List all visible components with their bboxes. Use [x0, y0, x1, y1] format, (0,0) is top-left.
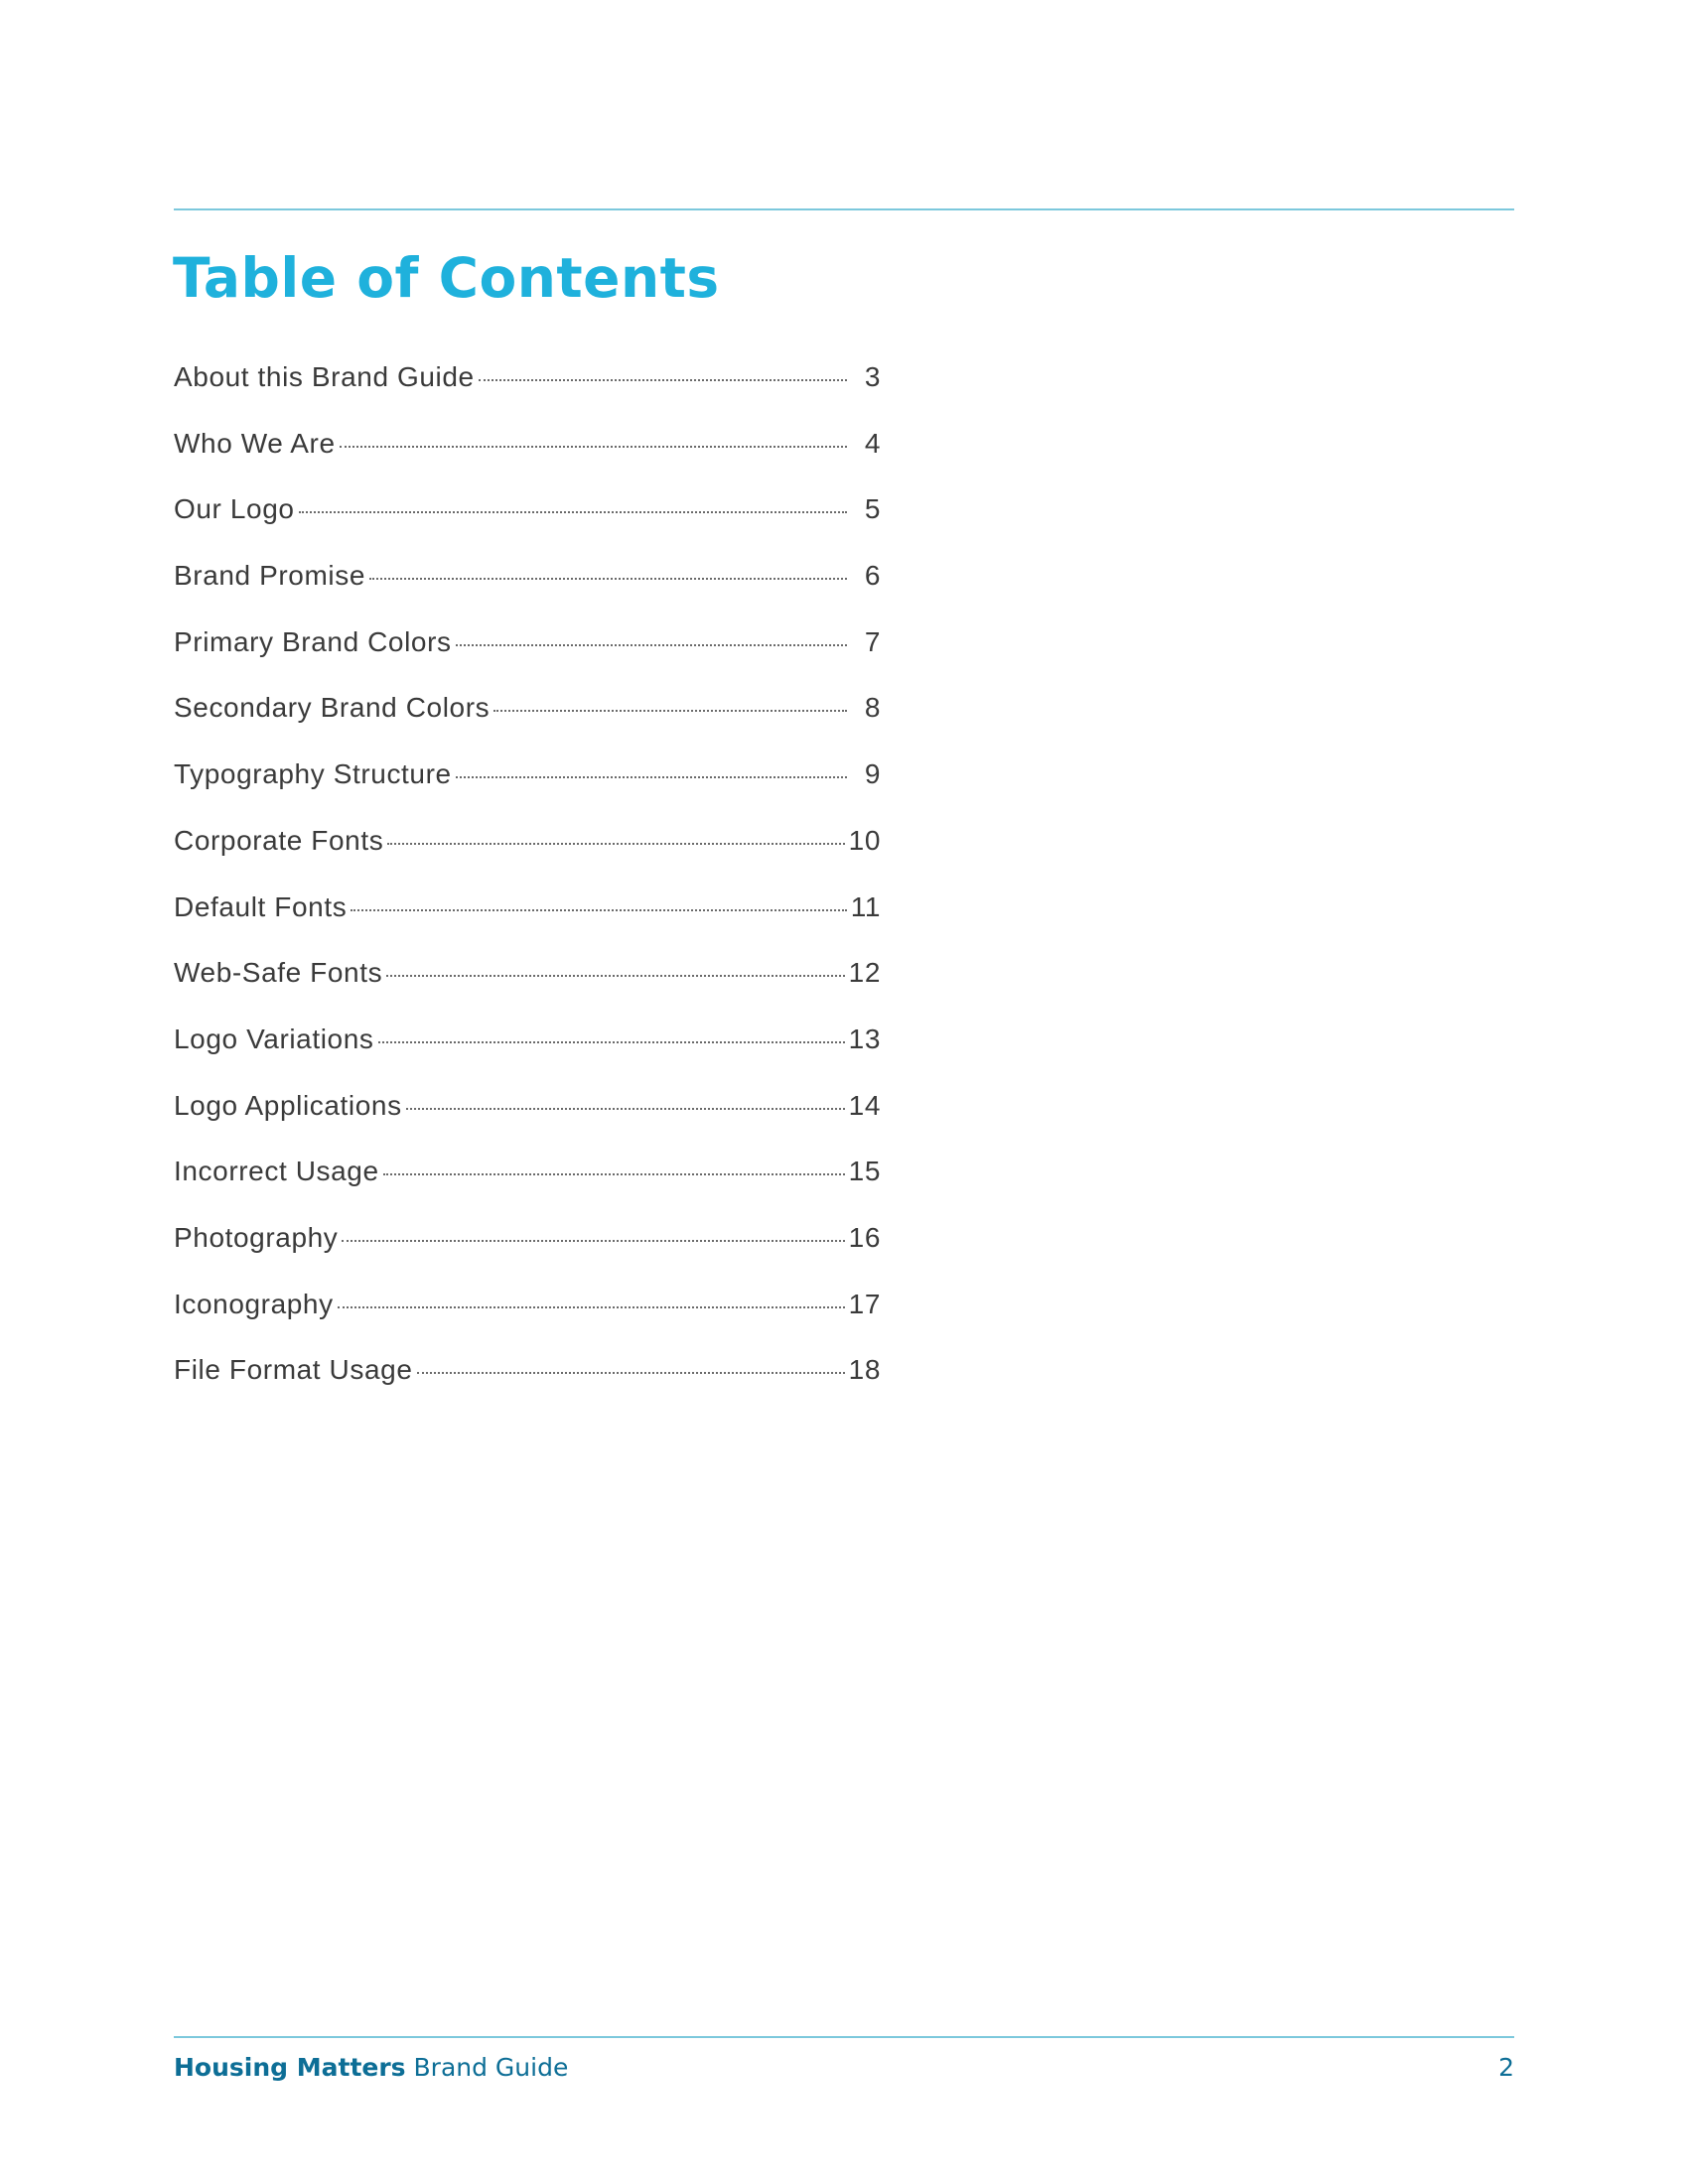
toc-entry-label: Iconography [174, 1288, 334, 1319]
toc-entry[interactable] [174, 1289, 881, 1355]
footer-page-number: 2 [1498, 2053, 1514, 2082]
toc-entry-label: Photography [174, 1221, 339, 1253]
footer-document-title [174, 2053, 568, 2082]
toc-entry-label: Corporate Fonts [174, 824, 384, 856]
toc-entry-page: 16 [848, 1221, 881, 1253]
toc-entry-label: About this Brand Guide [174, 361, 475, 392]
footer-rule [174, 2036, 1514, 2038]
toc-entry-label: Web-Safe Fonts [174, 957, 383, 989]
toc-entry[interactable] [174, 692, 881, 758]
toc-dot-leader [456, 776, 847, 778]
toc-entry-page: 14 [848, 1089, 881, 1121]
toc-dot-leader [383, 1173, 845, 1175]
toc-entry[interactable] [174, 1090, 881, 1157]
toc-dot-leader [338, 1306, 845, 1308]
toc-dot-leader [351, 909, 846, 911]
toc-entry-page: 4 [864, 427, 881, 459]
toc-entry-label: File Format Usage [174, 1354, 413, 1386]
toc-entry[interactable] [174, 493, 881, 560]
toc-entry-label: Primary Brand Colors [174, 625, 452, 657]
toc-entry-page: 15 [848, 1156, 881, 1187]
toc-entry[interactable] [174, 957, 881, 1024]
toc-entry[interactable] [174, 825, 881, 891]
page-title: Table of Contents [173, 246, 720, 310]
toc-dot-leader [299, 511, 847, 513]
table-of-contents [174, 361, 881, 1421]
toc-entry-page: 11 [850, 890, 881, 922]
toc-entry-page: 7 [864, 625, 881, 657]
toc-entry[interactable] [174, 1222, 881, 1289]
toc-entry-page: 9 [864, 758, 881, 790]
toc-dot-leader [369, 578, 847, 580]
toc-entry[interactable] [174, 560, 881, 626]
toc-entry[interactable] [174, 1024, 881, 1090]
footer-doc-name: Brand Guide [413, 2053, 569, 2082]
toc-entry-page: 6 [864, 560, 881, 592]
header-rule [174, 208, 1514, 210]
toc-entry-page: 12 [848, 957, 881, 989]
toc-entry[interactable] [174, 361, 881, 428]
toc-dot-leader [386, 975, 844, 977]
toc-entry-label: Brand Promise [174, 560, 365, 592]
toc-entry[interactable] [174, 626, 881, 693]
toc-entry-label: Incorrect Usage [174, 1156, 379, 1187]
toc-dot-leader [342, 1240, 844, 1242]
toc-dot-leader [493, 710, 847, 712]
toc-dot-leader [406, 1108, 845, 1110]
toc-entry-page: 17 [848, 1288, 881, 1319]
toc-entry-label: Logo Variations [174, 1023, 374, 1054]
toc-entry[interactable] [174, 428, 881, 494]
footer-brand-name: Housing Matters [174, 2053, 406, 2082]
toc-entry-page: 10 [848, 824, 881, 856]
toc-dot-leader [340, 446, 847, 448]
toc-entry-label: Our Logo [174, 493, 295, 525]
toc-entry-label: Who We Are [174, 427, 336, 459]
toc-entry-label: Default Fonts [174, 890, 348, 922]
toc-dot-leader [417, 1372, 845, 1374]
toc-dot-leader [456, 644, 847, 646]
toc-dot-leader [479, 379, 847, 381]
toc-entry-page: 8 [864, 692, 881, 724]
toc-entry-page: 18 [848, 1354, 881, 1386]
toc-entry-page: 5 [864, 493, 881, 525]
toc-entry-label: Secondary Brand Colors [174, 692, 491, 724]
toc-entry-label: Logo Applications [174, 1089, 402, 1121]
toc-entry[interactable] [174, 1354, 881, 1421]
toc-entry-label: Typography Structure [174, 758, 452, 790]
toc-dot-leader [387, 843, 844, 845]
toc-entry-page: 13 [848, 1023, 881, 1054]
toc-entry[interactable] [174, 1156, 881, 1222]
toc-entry[interactable] [174, 891, 881, 958]
toc-entry-page: 3 [864, 361, 881, 392]
toc-entry[interactable] [174, 758, 881, 825]
toc-dot-leader [378, 1041, 845, 1043]
